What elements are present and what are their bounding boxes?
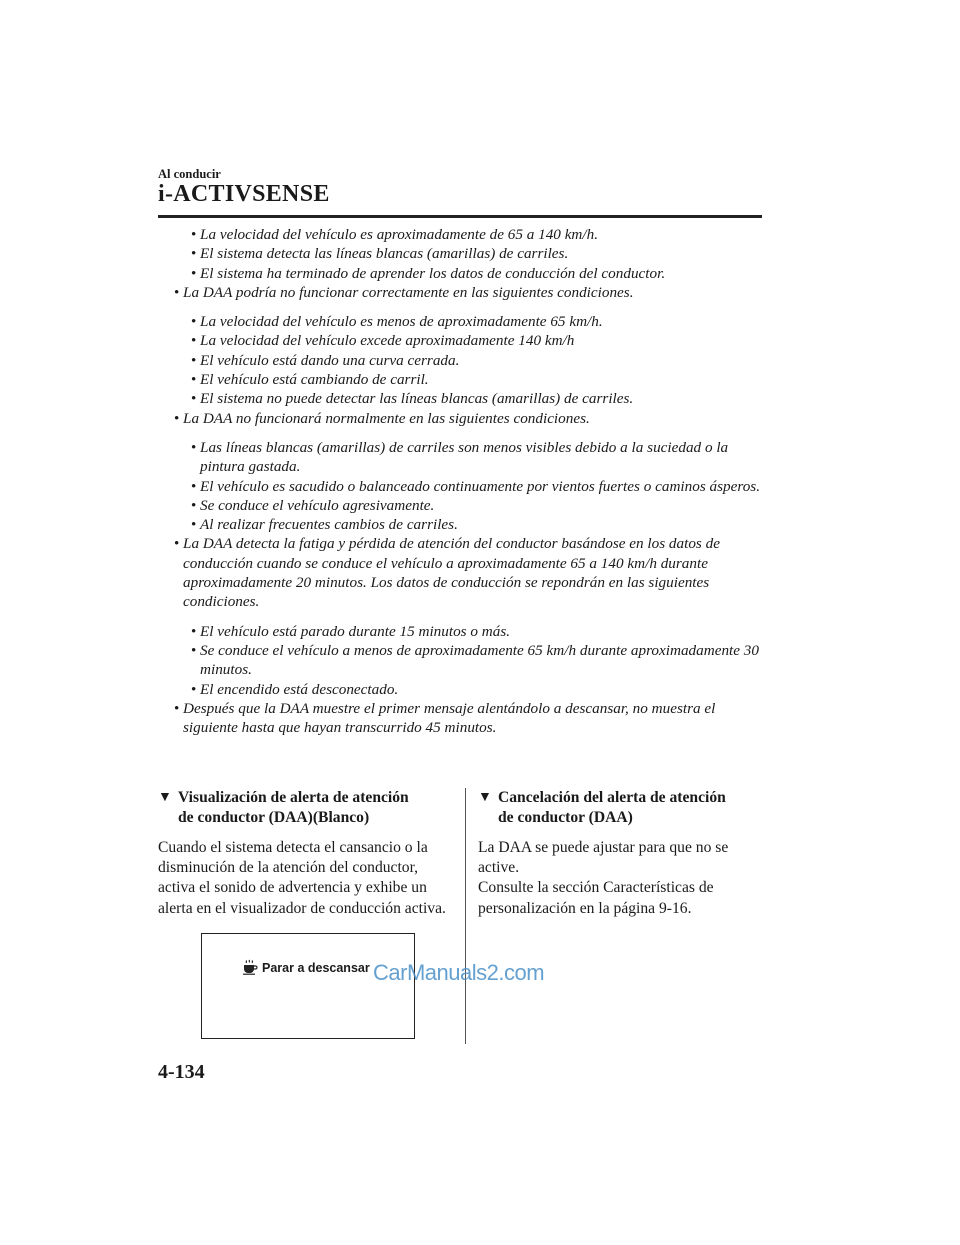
list-item: • El encendido está desconectado. — [191, 680, 399, 698]
column-divider — [465, 788, 466, 1044]
section-paragraph: La DAA se puede ajustar para que no se active. Consulte la sección Características de personalización en la página 9-16. — [478, 839, 729, 917]
section-label: Al conducir — [158, 167, 221, 181]
bullet-icon: • — [174, 409, 180, 427]
list-item: • Se conduce el vehículo agresivamente. — [191, 496, 435, 514]
bullet-icon: • — [191, 313, 197, 331]
bullet-icon: • — [191, 622, 197, 640]
page-number: 4-134 — [158, 1061, 205, 1083]
bullet-icon: • — [174, 699, 180, 717]
bullet-icon: • — [191, 351, 197, 369]
bullet-icon: • — [191, 641, 197, 659]
section-heading: ▼ Cancelación del alerta de atención de conductor (DAA) — [478, 789, 726, 826]
list-item: • La velocidad del vehículo es menos de aproximadamente 65 km/h. — [191, 313, 603, 331]
bullet-icon: • — [191, 390, 197, 408]
bullet-icon: • — [191, 680, 197, 698]
triangle-down-icon: ▼ — [158, 790, 172, 805]
coffee-cup-icon — [242, 959, 258, 978]
bullet-icon: • — [191, 226, 197, 243]
list-item: • El sistema no puede detectar las líneas blancas (amarillas) de carriles. — [191, 390, 634, 408]
watermark: CarManuals2.com — [373, 960, 545, 985]
bullet-icon: • — [191, 438, 197, 456]
list-item: • La DAA no funcionará normalmente en las siguientes condiciones. — [174, 409, 590, 427]
list-item: • El vehículo es sacudido o balanceado continuamente por vientos fuertes o caminos ásperos. — [191, 477, 761, 495]
bullet-icon: • — [191, 477, 197, 495]
bullet-icon: • — [191, 264, 197, 282]
list-item: • Se conduce el vehículo a menos de aproximadamente 65 km/h durante aproximadamente 30 minutos. — [191, 641, 759, 679]
section-title: i-ACTIVSENSE — [158, 181, 330, 207]
active-driving-display-illustration — [201, 933, 415, 1039]
daa-display-section — [158, 788, 448, 919]
section-paragraph: Cuando el sistema detecta el cansancio o la disminución de la atención del conductor, activa el sonido de advertencia y exhibe un alerta en el visualizador de conducción activa. — [158, 839, 446, 917]
bullet-icon: • — [191, 496, 197, 514]
display-message: Parar a descansar — [242, 959, 370, 978]
list-item: • El vehículo está dando una curva cerrada. — [191, 351, 460, 369]
header-rule — [158, 215, 762, 218]
list-item: • Las líneas blancas (amarillas) de carriles son menos visibles debido a la suciedad o la pintura gastada. — [191, 438, 729, 476]
bullet-icon: • — [191, 332, 197, 350]
list-item: • El sistema ha terminado de aprender los datos de conducción del conductor. — [191, 264, 666, 282]
bullet-icon: • — [174, 283, 180, 301]
bullet-icon: • — [191, 245, 197, 263]
daa-cancel-section — [478, 788, 768, 919]
bullet-icon: • — [191, 516, 197, 534]
condition-list — [170, 225, 760, 737]
list-item: • El vehículo está cambiando de carril. — [191, 371, 429, 389]
list-item: • La velocidad del vehículo es aproximadamente de 65 a 140 km/h. — [191, 226, 599, 243]
triangle-down-icon: ▼ — [478, 790, 492, 805]
bullet-icon: • — [174, 535, 180, 553]
list-item: • La DAA podría no funcionar correctamente en las siguientes condiciones. — [174, 283, 634, 301]
list-item: • La DAA detecta la fatiga y pérdida de atención del conductor basándose en los datos de conducción cuando se conduce el vehículo a aproximadamente 65 a 140 km/h durante aproximadamente 20 minutos. Los datos de conducción se repondrán en las siguientes condiciones. — [174, 535, 720, 611]
list-item: • El vehículo está parado durante 15 minutos o más. — [191, 622, 511, 640]
list-item: • El sistema detecta las líneas blancas (amarillas) de carriles. — [191, 245, 569, 263]
list-item: • La velocidad del vehículo excede aproximadamente 140 km/h — [191, 332, 575, 350]
list-item: • Después que la DAA muestre el primer mensaje alentándolo a descansar, no muestra el siguiente hasta que hayan transcurrido 45 minutos. — [174, 699, 716, 737]
section-heading: ▼ Visualización de alerta de atención de conductor (DAA)(Blanco) — [158, 789, 409, 826]
bullet-icon: • — [191, 371, 197, 389]
list-item: • Al realizar frecuentes cambios de carriles. — [191, 516, 458, 534]
